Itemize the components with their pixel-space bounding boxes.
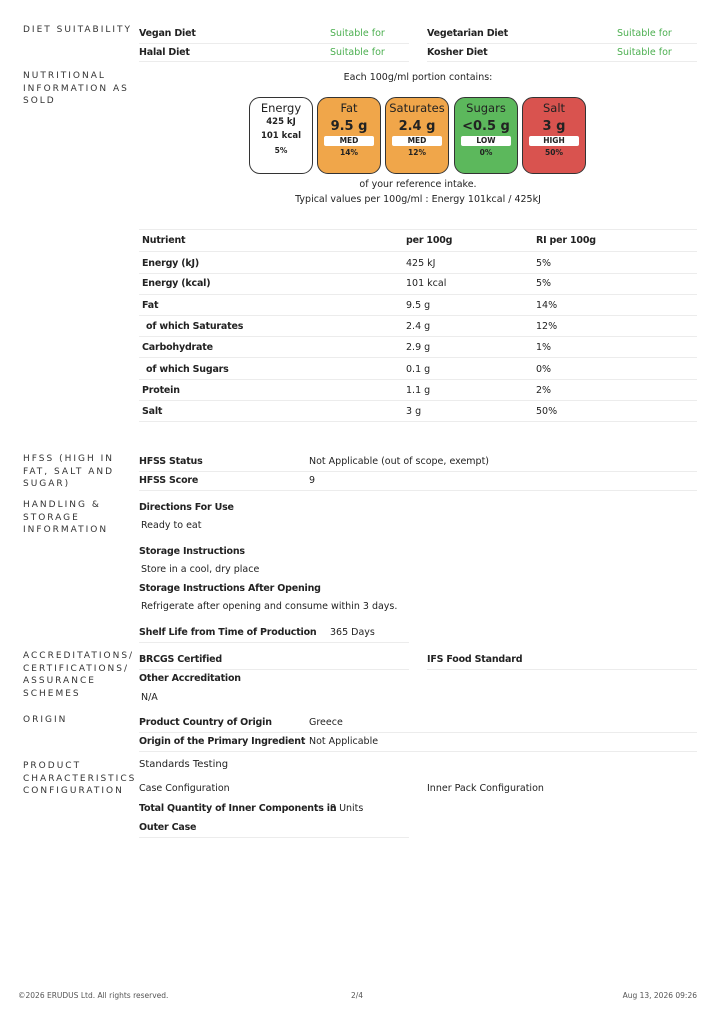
total-qty-label-line2: Outer Case <box>139 822 197 833</box>
table-cell-nutrient: of which Sugars <box>146 364 229 375</box>
table-cell-nutrient: Protein <box>142 385 180 396</box>
divider <box>139 400 697 401</box>
table-cell-per100: 0.1 g <box>406 364 431 375</box>
fop-energy-kcal: 101 kcal <box>260 131 302 141</box>
fop-fat-title: Fat <box>340 101 358 115</box>
table-cell-ri: 0% <box>536 364 552 375</box>
fop-sugars-pct: 0% <box>479 148 493 157</box>
other-accreditation-value: N/A <box>141 692 158 703</box>
divider <box>427 43 697 44</box>
diet-vegan-value: Suitable for <box>330 28 385 39</box>
fop-fat-box <box>317 97 381 174</box>
directions-value: Ready to eat <box>141 520 202 531</box>
fop-fat-pct: 14% <box>340 148 358 157</box>
fop-salt-box <box>522 97 586 174</box>
divider <box>427 61 697 62</box>
diet-kosher-value: Suitable for <box>617 47 672 58</box>
table-cell-per100: 101 kcal <box>406 278 447 289</box>
divider <box>139 490 697 491</box>
other-accreditation-label: Other Accreditation <box>139 673 241 684</box>
country-origin-value: Greece <box>309 717 343 728</box>
diet-vegetarian-value: Suitable for <box>617 28 672 39</box>
hfss-score-label: HFSS Score <box>139 475 199 486</box>
fop-salt-pct: 50% <box>545 148 563 157</box>
fop-sugars-band: LOW <box>461 136 511 146</box>
fop-saturates-band: MED <box>392 136 442 146</box>
divider <box>139 379 697 380</box>
divider <box>139 336 697 337</box>
table-cell-nutrient: Salt <box>142 406 163 417</box>
fop-salt-amount: 3 g <box>542 119 566 134</box>
divider <box>139 732 697 733</box>
fop-saturates-amount: 2.4 g <box>398 119 436 134</box>
divider <box>139 471 697 472</box>
shelf-life-label: Shelf Life from Time of Production <box>139 627 317 638</box>
divider <box>139 273 697 274</box>
fop-saturates-pct: 12% <box>408 148 426 157</box>
typical-values-text: Typical values per 100g/ml : Energy 101kcal / 425kJ <box>295 194 541 205</box>
primary-origin-label: Origin of the Primary Ingredient <box>139 736 306 747</box>
divider <box>139 43 409 44</box>
diet-kosher-label: Kosher Diet <box>427 47 488 58</box>
diet-halal-value: Suitable for <box>330 47 385 58</box>
section-label-handling: HANDLING & STORAGE INFORMATION <box>23 500 109 535</box>
total-qty-value: 8 Units <box>330 803 364 814</box>
divider <box>139 61 409 62</box>
divider <box>139 837 409 838</box>
hfss-status-label: HFSS Status <box>139 456 203 467</box>
fop-energy-pct: 5% <box>274 146 288 155</box>
table-cell-ri: 5% <box>536 258 552 269</box>
table-cell-ri: 1% <box>536 342 552 353</box>
divider <box>139 669 409 670</box>
table-cell-ri: 14% <box>536 300 558 311</box>
brcgs-label: BRCGS Certified <box>139 654 223 665</box>
fop-salt-band: HIGH <box>529 136 579 146</box>
divider <box>139 251 697 252</box>
total-qty-label-line1: Total Quantity of Inner Components in <box>139 803 337 814</box>
divider <box>427 669 697 670</box>
section-label-accreditations: ACCREDITATIONS/ CERTIFICATIONS/ ASSURANCE SCHEMES <box>23 651 135 699</box>
diet-vegetarian-label: Vegetarian Diet <box>427 28 509 39</box>
footer-copyright: ©2026 ERUDUS Ltd. All rights reserved. <box>18 991 169 1000</box>
table-cell-per100: 425 kJ <box>406 258 436 269</box>
divider <box>139 751 697 752</box>
after-opening-label: Storage Instructions After Opening <box>139 583 321 594</box>
table-cell-nutrient: Energy (kJ) <box>142 258 200 269</box>
storage-label: Storage Instructions <box>139 546 245 557</box>
inner-pack-label: Inner Pack Configuration <box>427 783 544 794</box>
table-cell-ri: 5% <box>536 278 552 289</box>
fop-fat-amount: 9.5 g <box>330 119 368 134</box>
fop-sugars-box <box>454 97 518 174</box>
table-header-ri: RI per 100g <box>536 235 596 246</box>
standards-testing-heading: Standards Testing <box>139 759 229 770</box>
table-cell-ri: 12% <box>536 321 558 332</box>
fop-energy-box <box>249 97 313 174</box>
hfss-status-value: Not Applicable (out of scope, exempt) <box>309 456 490 467</box>
table-cell-nutrient: Energy (kcal) <box>142 278 211 289</box>
directions-label: Directions For Use <box>139 502 234 513</box>
table-cell-ri: 2% <box>536 385 552 396</box>
table-header-nutrient: Nutrient <box>142 235 186 246</box>
fop-sugars-amount: <0.5 g <box>462 119 510 134</box>
fop-energy-title: Energy <box>260 101 302 115</box>
after-opening-value: Refrigerate after opening and consume within 3 days. <box>141 601 398 612</box>
reference-intake-text: of your reference intake. <box>359 179 477 190</box>
hfss-score-value: 9 <box>309 475 316 486</box>
fop-energy-kj: 425 kJ <box>266 117 296 127</box>
diet-halal-label: Halal Diet <box>139 47 190 58</box>
divider <box>139 642 409 643</box>
fop-fat-band: MED <box>324 136 374 146</box>
table-cell-nutrient: of which Saturates <box>146 321 244 332</box>
table-cell-per100: 1.1 g <box>406 385 431 396</box>
fop-salt-title: Salt <box>542 101 566 115</box>
divider <box>139 294 697 295</box>
section-label-hfss: HFSS (HIGH IN FAT, SALT AND SUGAR) <box>23 454 115 489</box>
fop-saturates-title: Saturates <box>389 101 445 115</box>
divider <box>139 421 697 422</box>
diet-vegan-label: Vegan Diet <box>139 28 196 39</box>
section-label-origin: ORIGIN <box>23 715 68 725</box>
section-label-product: PRODUCT CHARACTERISTICS CONFIGURATION <box>23 761 137 796</box>
ifs-label: IFS Food Standard <box>427 654 523 665</box>
portion-text: Each 100g/ml portion contains: <box>343 72 493 83</box>
divider <box>139 315 697 316</box>
storage-value: Store in a cool, dry place <box>141 564 260 575</box>
table-cell-per100: 3 g <box>406 406 422 417</box>
table-cell-per100: 2.9 g <box>406 342 431 353</box>
table-cell-nutrient: Fat <box>142 300 159 311</box>
footer-page-number: 2/4 <box>351 991 364 1000</box>
primary-origin-value: Not Applicable <box>309 736 379 747</box>
table-cell-per100: 2.4 g <box>406 321 431 332</box>
table-cell-per100: 9.5 g <box>406 300 431 311</box>
footer-date: Aug 13, 2026 09:26 <box>622 991 697 1000</box>
fop-saturates-box <box>385 97 449 174</box>
case-config-label: Case Configuration <box>139 783 230 794</box>
table-header-per100: per 100g <box>406 235 453 246</box>
table-cell-nutrient: Carbohydrate <box>142 342 213 353</box>
divider <box>139 357 697 358</box>
table-cell-ri: 50% <box>536 406 558 417</box>
fop-sugars-title: Sugars <box>466 101 506 115</box>
shelf-life-value: 365 Days <box>330 627 375 638</box>
section-label-nutrition: NUTRITIONAL INFORMATION AS SOLD <box>23 71 129 106</box>
section-label-diet: DIET SUITABILITY <box>23 25 133 35</box>
country-origin-label: Product Country of Origin <box>139 717 272 728</box>
divider <box>139 229 697 230</box>
